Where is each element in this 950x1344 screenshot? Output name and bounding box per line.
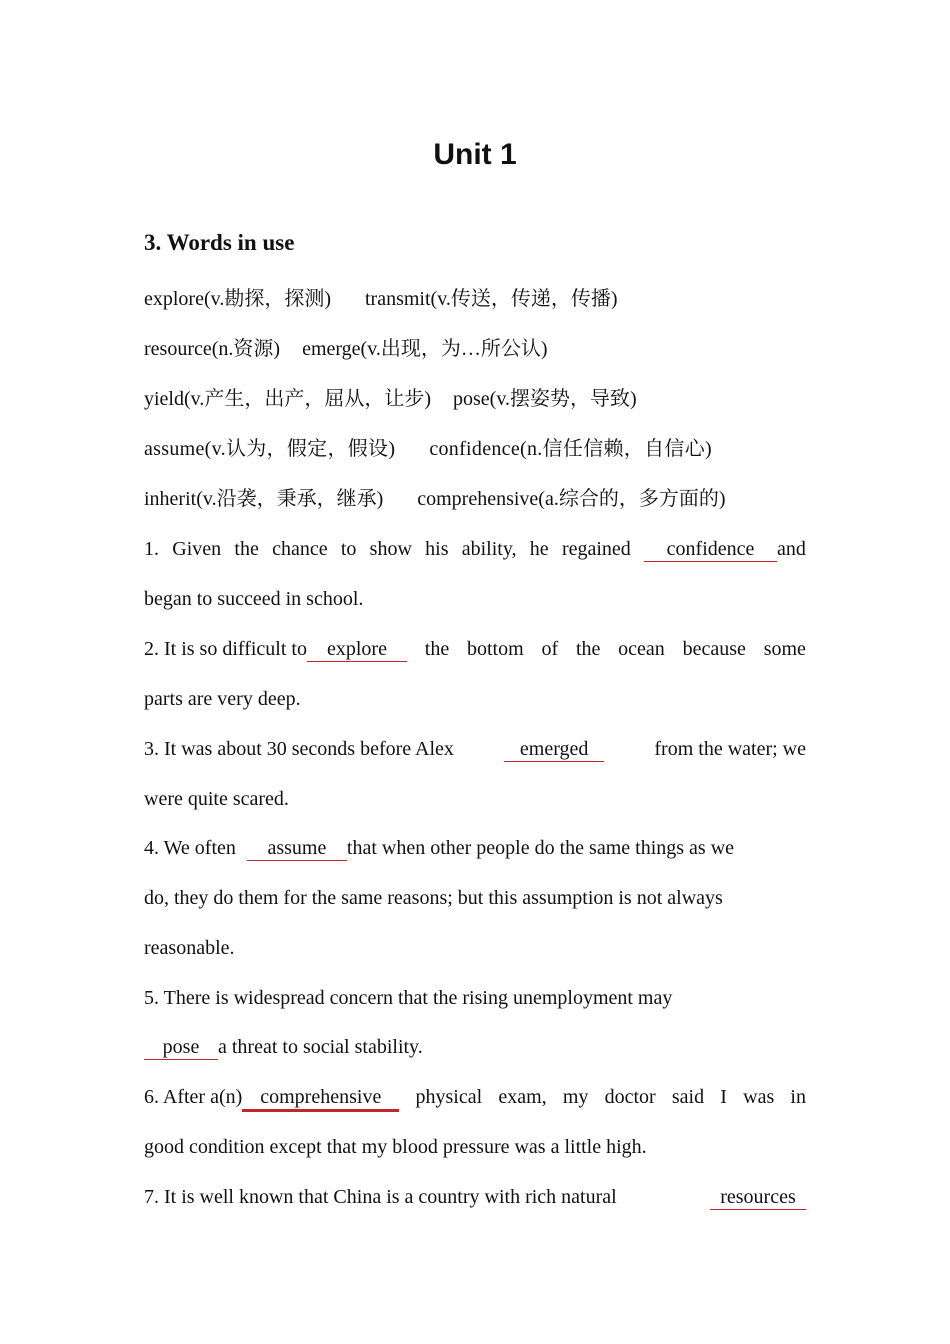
answer-blank-7: resources [710,1185,806,1210]
word: was [743,1086,775,1108]
word: chance [272,538,328,560]
question-text: 4. We often [144,837,236,859]
word: ocean [618,638,665,660]
word: Given [172,538,222,560]
question-text: 7. It is well known that China is a country with rich natural [144,1186,617,1208]
question-5-line: 5. There is widespread concern that the rising unemployment may [144,987,673,1009]
word: I [720,1086,727,1108]
vocab-item: transmit(v.传送，传递，传播) [365,288,618,310]
question-text: 6. After a(n) [144,1086,243,1108]
vocab-item: assume(v.认为，假定，假设) [144,438,396,460]
word: of [541,638,559,660]
vocab-row [144,287,806,311]
word: in [790,1086,806,1108]
section-title: 3. Words in use [144,230,295,255]
question-1-line-2: began to succeed in school. [144,588,364,610]
word: regained [561,538,631,560]
answer-blank-2: explore [307,637,407,662]
question-2-line-2: parts are very deep. [144,688,301,710]
vocab-row [144,337,806,361]
word: show [369,538,412,560]
vocab-item: emerge(v.出现，为…所公认) [302,338,548,360]
question-6-line [144,1085,806,1112]
question-text: 3. It was about 30 seconds before Alex [144,738,454,760]
word: the [424,638,450,660]
question-text: a threat to social stability. [218,1036,423,1058]
question-4-line-2: do, they do them for the same reasons; but this assumption is not always [144,887,723,909]
word: doctor [604,1086,656,1108]
question-text: that when other people do the same things as we [346,837,735,859]
question-text: 2. It is so difficult to [144,638,307,660]
question-4-line [144,836,806,861]
answer-blank-6: comprehensive [242,1085,399,1112]
vocab-item: pose(v.摆姿势，导致) [453,388,637,410]
vocab-row [144,437,806,461]
question-1-line [144,537,806,562]
page-title: Unit 1 [433,138,517,171]
question-4-line-3: reasonable. [144,937,235,959]
word: bottom [467,638,524,660]
word: to [340,538,357,560]
question-3-line-2: were quite scared. [144,788,289,810]
question-text: from the water; we [654,738,806,760]
answer-blank-4: assume [247,836,347,861]
question-7-line [144,1185,806,1210]
word: my [562,1086,589,1108]
vocab-item: confidence(n.信任信赖，自信心) [429,438,712,460]
word: exam, [498,1086,547,1108]
vocab-row [144,487,806,511]
vocab-item: comprehensive(a.综合的，多方面的) [417,488,726,510]
vocab-item: resource(n.资源) [144,338,281,360]
question-5-line-2 [144,1035,806,1060]
word: he [529,538,549,560]
question-3-line [144,737,806,762]
word: the [234,538,259,560]
answer-blank-5: pose [144,1035,218,1060]
answer-blank-1: confidence [644,537,777,562]
word: and [777,538,806,560]
vocab-row [144,387,806,411]
question-6-line-2: good condition except that my blood pressure was a little high. [144,1136,647,1158]
word: the [575,638,601,660]
word: his [425,538,449,560]
word: physical [415,1086,483,1108]
answer-blank-3: emerged [504,737,604,762]
word: said [671,1086,705,1108]
word: ability, [461,538,517,560]
vocab-item: explore(v.勘探，探测) [144,288,331,310]
word: 1. [144,538,159,560]
vocab-item: yield(v.产生，出产，屈从，让步) [144,388,432,410]
vocab-item: inherit(v.沿袭，秉承，继承) [144,488,384,510]
word: because [682,638,746,660]
question-2-line [144,637,806,662]
word: some [763,638,806,660]
